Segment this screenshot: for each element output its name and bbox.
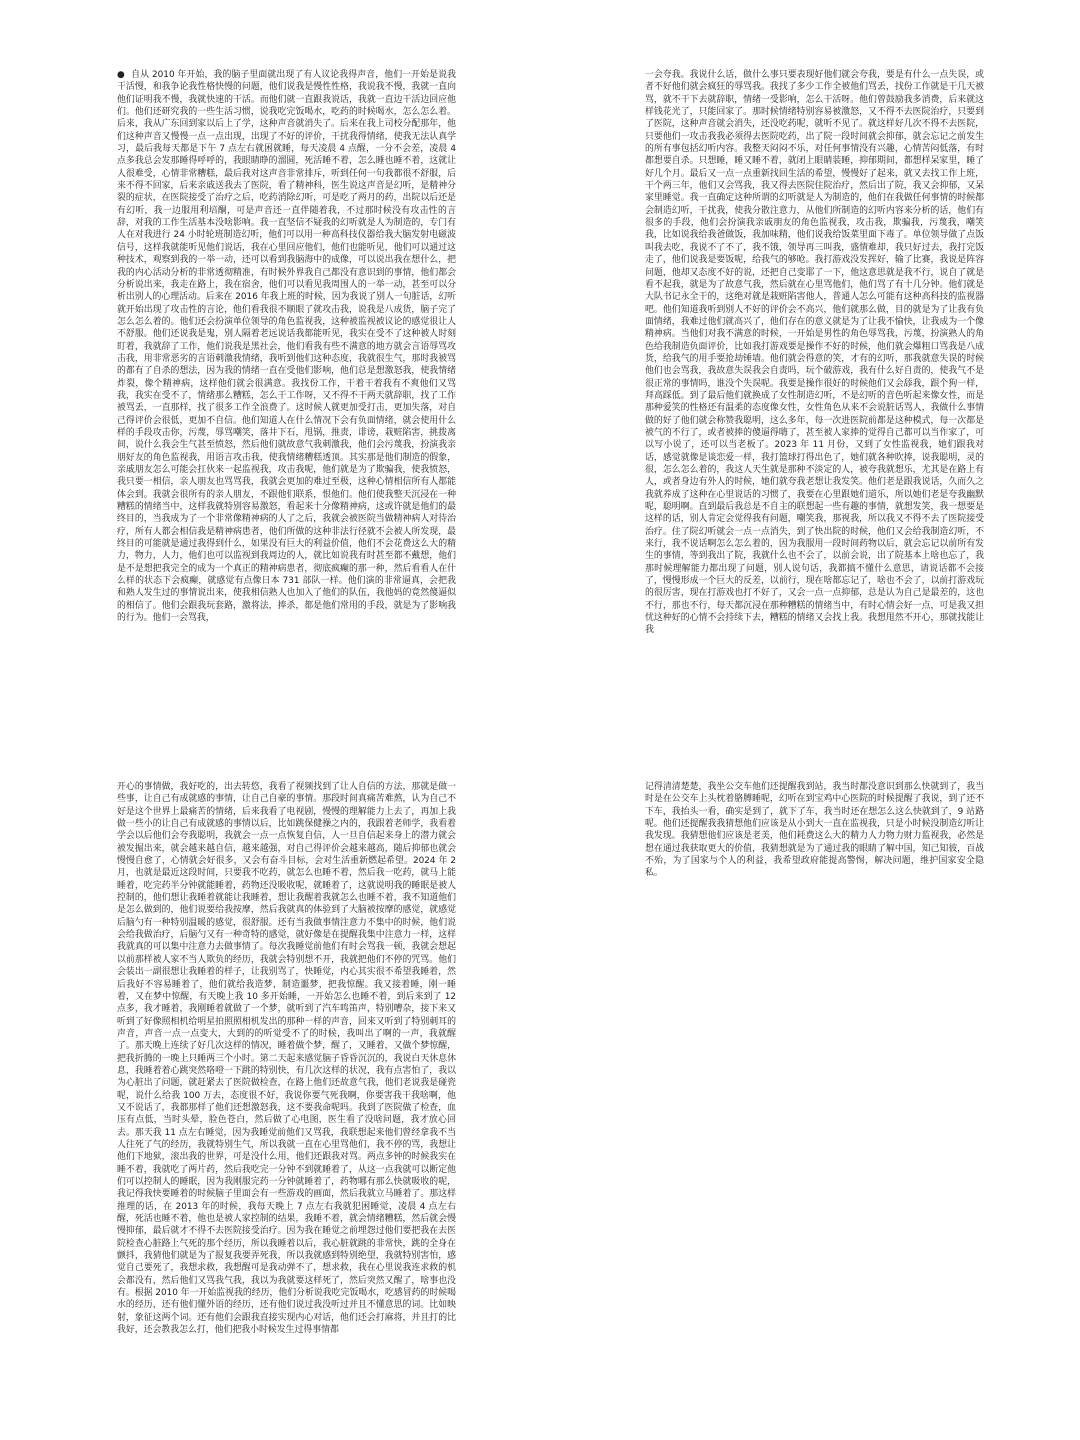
text-panel-top-left <box>117 69 456 701</box>
bullet-marker: ● <box>117 70 125 80</box>
panel-text-top-left: 自从 2010 年开始，我的脑子里面就出现了有人议论我得声音，他们一开始是说我干活慢，和我争论我性格快慢的问题，他们说我是慢性性格，我说我不慢，我就一直向他们证明我不慢，我就快速的干活。而他们就一直跟我说话，我就一直边干活边回应他们。他们还研究我的一些生活习惯，说我吃完饭喝水，吃药的时候喝水，怎么怎么着。后来，我从广东回到家以后上了学，这种声音就消失了。后来在我上司校分配那年，他们这种声音又慢慢一点一点出现，出现了不好的评价，干扰我得情绪，使我无法认真学习，最后我每天都是下午 7 点左右就困就睡，每天凌晨 4 点醒，一分不会差，凌晨 4 点多我总会发那睡得呼呼的，我眼睛睁的溜圆，死活睡不着，怎么睡也睡不着，这就让人很难受，心情非常糟糕，最后我对这声音非常排斥，听到任何一句我都很不舒服，后来不得不回家，后来亲戚送我去了医院，看了精神科，医生说这声音是幻听，是精神分裂的症状，在医院接受了治疗之后，吃药消除幻听，可是吃了两月的药，出院以后还是有幻听，我一边服用利培酮，可是声音还一直伴随着我，不过那时候没有攻击性的言辞，对我的工作生活基本没啥影响。我一直坚信不疑我的幻听就是人为制造的，专门有人在对我进行 24 小时轮班制造幻听，他们可以用一种高科技仪器给我大脑发射电磁波信号，这样我就能听见他们说话，我在心里回应他们，他们也能听见，他们可以通过这种技术，观察到我的一举一动，还可以看到我脑海中的成像，可以说出我在想什么，把我的内心活动分析的非常透彻精准，有时候外界我自己都没有意识到的事情，他们都会分析说出来，我走在路上，我在宿舍，他们可以看见我周围人的一举一动，甚至可以分析出别人的心理活动。后来在 2016 年我上班的时候，因为我说了别人一句脏话，幻听就开始出现了攻击性的言论，他们看我很不顺眼了就攻击我，说我是八成货，脑子完了怎么怎么着的。他们还会扮演单位领导的角色监视我，这种被监视被议论的感觉很让人不舒服。他们还说我是鬼，别人隔着老远说话我都能听见，我实在受不了这种被人时刻盯着，我就辞了工作，他们说我是黑社会，他们看我有些不满意的地方就会言语辱骂攻击我，用非常恶劣的言语刺激我情绪，我听到他们这种态度，我就很生气，那时我被骂的都有了自杀的想法，因为我的情绪一直在受他们影响，他们总是想激怒我，使我情绪炸裂，像个精神病，这样他们就会很满意。我找份工作，干着干着我有不爽他们又骂我，我实在受不了，情绪那么糟糕，怎么干工作呀，又不得不干两天就辞职，找了工作被骂丢，一直那样，找了很多工作全浪费了。这时候人就更加受打击，更加失落，对自己得评价会很低，更加不自信。他们知道人在什么情况下会有负面情绪，就会使用什么样的手段攻击你，污蔑，辱骂嘲笑，落井下石，甩锅，推责，诽谤，栽赃陷害，挑拨离间，说什么我会生气甚至愤怒，然后他们就故意气我刺激我，他们会污蔑我，扮演我亲朋好友的角色监视我，用语言攻击我，使我情绪糟糕透顶。其实那是他们制造的假象，亲戚朋友怎么可能会扛伙来一起监视我，攻击我呢，他们就是为了欺骗我，使我愤怒，我只要一相信，亲人朋友也骂骂我，我就会更加的难过至极，这种心情相信所有人都能体会到。我就会很所有的亲人朋友，不跟他们联系，恨他们。他们使我整天沉浸在一种糟糕的情绪当中，这样我就特别容易激怒，看起来十分像精神病，这或许就是他们的最终目的，当我成为了一个非常像精神病的人了之后，我就会被医院当做精神病人对待治疗，所有人都会相信我是精神病患者，他们所做的这种非法行径就不会被人所发现，最终目的可能就是通过我得到什么，如果没有巨大的利益价值，他们不会花费这么大的精力，物力，人力，他们也可以监视到我周边的人，就比如说我有时甚至都不戴想，他们是不是想把我完全的成为一个真正的精神病患者，彻底疯癫的那一种，然后看看人在什么样的状态下会疯癫，就感觉有点像日本 731 部队一样。他们演的非常逼真，会把我和熟人发生过的事情说出来，使我相信熟人也加入了他们的队伍，我他妈的竟然傻逼似的相信了。他们会跟我玩套路，激将法，捧杀，都是他们常用的手段，就是为了影响我的行为。他们一会骂我， <box>117 70 456 624</box>
panel-text-bottom-left: 开心的事情做，我好吃的，出去转悠，我看了视频找到了让人自信的方法，那就是做一些事，让自己有成就感的事情，让自己自豪的事情。那段时间真痛苦难熬，认为自己不好是这个世界上最痛苦的情绪，后来我看了电视剧，慢慢的理解能力上去了，再加上我做一些小的让自己有成就感的事情以后，比如跳保健操之内的，我跟着老师学，我看着学会以后他们会夸我聪明，我就会一点一点恢复自信，人一旦自信起来身上的潜力就会被发掘出来，就会越来越自信，越来越强，对自己得评价会越来越高，随后抑郁也就会慢慢自愈了，心情就会好很多，又会有奋斗目标，会对生活重新燃起希望。2024 年 2 月，也就是最近这段时间，只要我不吃药，就怎么也睡不着，然后我一吃药，就马上能睡着，吃完药半分钟就能睡着，药物还没吸收呢，就睡着了，这就说明我的睡眠是被人控制的，他们想让我睡着就能让我睡着，想让我醒着我就怎么也睡不着，我不知道他们是怎么做到的，他们说要给我按摩，然后我就真的体验到了大脑被按摩的感觉，就感觉后脑勺有一种特别温暖的感觉，很舒服。还有当我做事情注意力不集中的时候，他们说会给我做治疗，后脑勺又有一种奇特的感觉，就好像是在提醒我集中注意力一样，这样我就真的可以集中注意力去做事情了。每次我睡觉前他们有时会骂我一顿，我就会想起以前那样被人家不当人欺负的经历，我就会特别想不开，我就把他们不停的咒骂。他们会装出一副很想让我睡着的样子，让我别骂了，快睡觉，内心其实很不希望我睡着，然后我好不容易睡着了，他们就给我造梦，制造噩梦，把我惊醒。我又接着睡，刚一睡着，又在梦中惊醒，有天晚上我 10 多开始睡，一开始怎么也睡不着，到后来到了 12 点多，我才睡着，我刚睡着就做了一个梦，就听到了汽车鸣笛声，特别嘈杂，接下来又听到了好像照相机给明星拍照照相机发出的那种一样的声音，回来又听到了特别刺耳的声音，声音一点一点变大，大到的的听觉受不了的时候，我叫出了啊的一声，我就醒了。那天晚上连续了好几次这样的情况，睡着做个梦，醒了，又睡着，又做个梦惊醒，把我折腾的一晚上只睡两三个小时。第二天起来感觉脑子昏昏沉沉的，我说白天休息休息，我睡着着心跳突然咯噔一下跳的特别快，有几次这样的状况，我有点害怕了，我以为心脏出了问题，就赶紧去了医院做检查，在路上他们还故意气我，他们老说我是碰瓷呢，说什么给我 100 万去，态度很不好，我说你要气死我啊，你要害我干我啥啊，他又不说话了，我都那样了他们还想激怒我，这不要我命呢吗。我到了医院做了检查，血压有点低，当时头晕，脸色苍白，然后做了心电图，医生看了没啥问题，我才放心回去。那天我 11 点左右睡觉，因为我睡觉前他们又骂我，我联想起来他们曾经拿我不当人往死了气的经历，我就特别生气，所以我就一直在心里骂他们，我不停的骂，我想让他们下地狱，滚出我的世界，可是没什么用，他们还跟我对骂。两点多钟的时候我实在睡不着，我就吃了两片药，然后我吃完一分钟不到就睡着了，从这一点我就可以断定他们可以控制人的睡眠，因为我刚服完药一分钟就睡着了，药物哪有那么快就吸收的呢，我记得我快要睡着的时候脑子里面会有一些游戏的画面，然后我就立马睡着了。那这样推理的话，在 2013 年的时候，我每天晚上 7 点左右我就犯困睡觉，凌晨 4 点左右醒，死活也睡不着，他也是被人家控制的结果，我睡不着，就会情绪糟糕，然后就会慢慢抑郁，最后就才不得不去医院接受治疗。因为我在睡觉之前埋怨过他们要把我在去医院检查心脏路上气死的那个经历，所以我睡着以后，我心脏就跳的非常快，跳的全身在颤抖，我猜他们就是为了报复我要弄死我，所以我就感到特别绝望，我就特别害怕，感觉自己要死了，我想求救，我想醒可是我动弹不了，想求救，我在心里说我连求救的机会都没有，然后他们又骂我气我，我以为我就要这样死了，然后突然又醒了，啥事也没有。根据 2010 年一开始监视我的经历，他们分析说我吃完饭喝水，吃感冒药的时候喝水的经历，还有他们懂外语的经历，还有他们说过我没听过并且不懂意思的词。比如映射，象征这两个词。还有他们会跟我直接实现内心对话，他们还会打麻将，并且打的比我好，还会教我怎么打，他们把我小时候发生过得事情都 <box>117 782 456 1336</box>
text-panel-bottom-right <box>645 781 984 891</box>
text-panel-bottom-left <box>117 781 456 1393</box>
panel-text-top-right: 一会夸我。我说什么话，做什么事只要表现好他们就会夸我，要是有什么一点失误，或者不好他们就会疯狂的辱骂我。我找了多少工作全被他们骂丢，找份工作就是干几天被骂，就不干下去就辞职，情绪一受影响，怎么干活呀。他们曾鼓励我多消费，后来就这样钱花光了，只能回家了。那时候情绪特别容易被激怒，又不得不去医院治疗，只要到了医院，这种声音就会消失，还没吃药呢，就听不见了。就这样好几次不得不去医院，只要他们一攻击我我必须得去医院吃药，出了院一段时间就会抑郁，就会忘记之前发生的所有事包括幻听内容。我整天闷闷不乐，对任何事情没有兴趣，心情苦闷低落，有时都想要自杀。只想睡，睡又睡不着，就闭上眼睛装睡，抑郁期间，都想样呆家里，睡了好几个月。最后又一点一点重新找回生活的希望，慢慢好了起来，就又去找工作上班，干个两三年，他们又会骂我，我又得去医院住院治疗，然后出了院，我又会抑郁，又呆家里睡觉。我一直确定这种所谓的幻听就是人为制造的，他们在我做任何事情的时候都会制造幻听，干扰我，使我分散注意力，从他们所制造的幻听内容来分析的话，他们有很多的手段，他们会扮演我亲戚朋友的角色监视我，攻击我，欺骗我，污蔑我，嘲笑我，比如说我给我爸做饭，我加味精，他们说我给饭菜里面下毒了。单位领导做了点饭叫我去吃，我说不了不了，我不饿，领导再三叫我，盛情难却，我只好过去，我打完饭走了，他们说我是要饭呢，给我气的够呛。我打游戏没发挥好，输了比赛，我说是阵容问题，他却又态度不好的说，还把自己变耶了一下，他这意思就是我不行，说自了就是看不起我，就是为了故意气我，然后就在心里骂他们，他们骂了有十几分钟。他们就是大队书记永全干的，这绝对就是栽赃陷害他人，普通人怎么可能有这种高科技的监视器吧。他们知道我听到别人不好的评价会不高兴，他们就那么做，目的就是为了让我有负面情绪，我难过他们就高兴了，他们存在的意义就是为了让我不愉快，让我成为一个像精神病。当他们对我不满意的时候，一开始是男性的角色辱骂我，污蔑，扮演熟人的角色给我制造负面评价，比如我打游戏要是操作不好的时候，他们就会爆粗口骂我是八成货，给我气的用手要抢劫锤墙。他们就会得意的笑，才有的幻听，那我就意失误的时候他们也会骂我，我故意失误我会自责吗，玩个破游戏，我有什么好自责的，使我气不是很正常的事情吗，谁没个失误呢。我要是操作很好的时候他们又会舔我，跟个狗一样，拜高踩低。到了最后他们就换成了女性制造幻听，不是幻听的音色听起来像女性，而是那种爱笑的性格还有温柔的态度像女性，女性角色从来不会说脏话骂人，我做什么事情做的好了他们就会称赞我聪明，这么多年，每一次进医院前都是这种模式，每一次都是被气的不行了，或者被捧的傻逼得嗨了，甚至被人家捧的觉得自己都可以当作家了，可以写小说了，还可以当老板了。2023 年 11 月份，又到了女性监视我，她们跟我对话，感觉就像是谈恋爱一样，我打篮球打得出色了，她们就各种吹捧，说我聪明，灵的很，怎么怎么着的，我这人天生就是那种不淡定的人，被夸我就想乐，尤其是在路上有人，或者身边有外人的时候，她们就夸我老想让我发笑。他们老是跟我说话，久而久之我就养成了这种在心里说话的习惯了，我要在心里跟她们道乐，所以她们老是夸我幽默呢，聪明啊。直到最后我总是不自主的联想起一些有趣的事情，就想发笑，我一想要是这样的话，别人肯定会觉得我有问题，嘲笑我，那视我，所以我又不得不去了医院接受治疗。住了院幻听就会一点一点消失，到了快出院的时候，他们又会给我制造幻听，不来行，我不说话啊怎么怎么着的，因为我服用一段时间药物以后，就会忘记以前所有发生的事情，等到我出了院，我就什么也不会了，以前会说，出了院基本上啥也忘了，我那时候理解能力都出现了问题，别人说句话，我都搞不懂什么意思，请说话都不会接了，慢慢形成一个巨大的反差，以前行，现在啥都忘记了，啥也不会了，以前打游戏玩的很厉害，现在打游戏也打不好了，又会一点一点抑郁，总是认为自己是最差的，这也不行，那也不行，每天都沉浸在那种糟糕的情绪当中，有时心情会好一点，可是我又担忧这种好的心情不会持续下去，糟糕的情绪又会找上我。我想甩然不开心，那就找能让我 <box>645 70 984 636</box>
text-panel-top-right <box>645 69 984 701</box>
panel-text-bottom-right: 记得清清楚楚，我坐公交车他们还提醒我到站，我当时都没意识到那么快就到了，我当时是在公交车上头枕着胳膊睡呢，幻听在到宝鸡中心医院的时候提醒了我说，到了还不下车，我抬头一看，确实是到了，就下了车，我当时还在想怎么这么快就到了，9 站路呢。他们还提醒我我猜想他们应该是从小到大一直在监视我，只是小时候没制造幻听让我发现。我猜想他们应该是老美，他们耗费这么大的精力人力物力财力监视我，必然是想在通过我获取更大的价值，我猜想就是为了通过我的眼睛了解中国，知己知彼，百战不殆，为了国家与个人的利益，我希望政府能提高警惕，解决问题，维护国家安全隐私。 <box>645 782 984 879</box>
